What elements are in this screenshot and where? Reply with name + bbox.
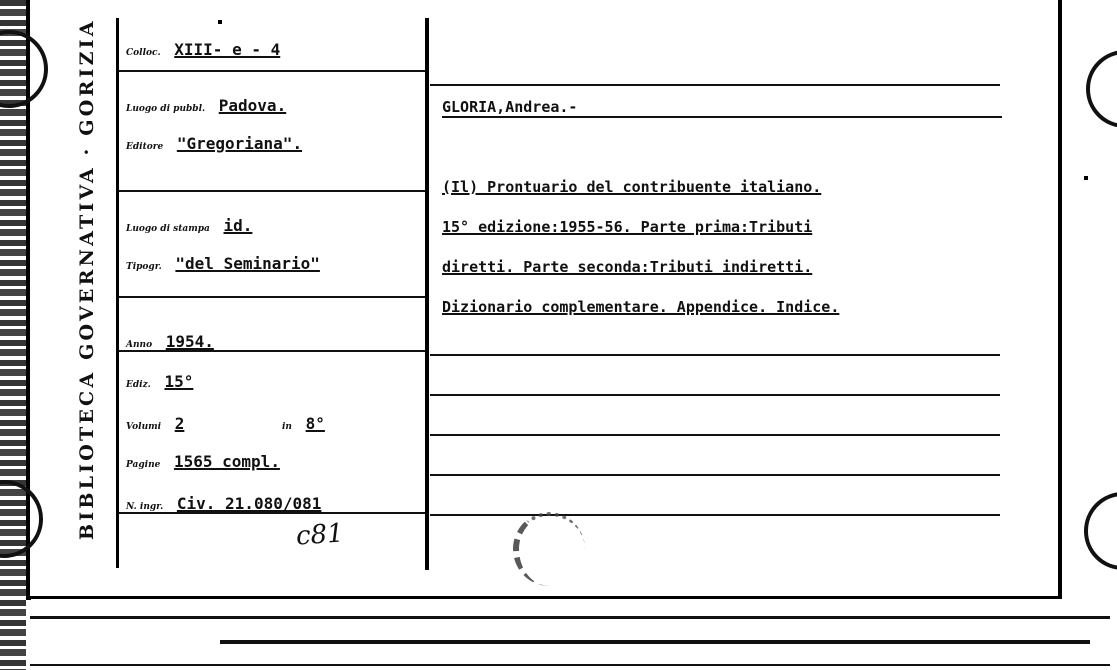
field-value: 1954.	[165, 332, 214, 351]
field-label: N. ingr.	[126, 502, 164, 512]
field-value: 15°	[164, 372, 194, 391]
field-value: 2	[174, 414, 185, 433]
rule	[430, 84, 1000, 86]
field-pagine	[126, 452, 280, 471]
punch-dot	[218, 20, 222, 24]
field-luogo-pubbl	[126, 96, 286, 115]
field-value: Civ. 21.080/081	[176, 494, 322, 513]
entry-line-4: Dizionario complementare. Appendice. Indice.	[442, 298, 840, 316]
handwritten-note: c81	[295, 518, 345, 552]
field-collocazione	[126, 40, 280, 59]
bottom-edge-line	[30, 664, 1110, 666]
rule	[430, 394, 1000, 396]
field-volumi	[126, 414, 184, 433]
library-name-vertical: BIBLIOTECA GOVERNATIVA · GORIZIA	[76, 18, 98, 540]
field-anno	[126, 332, 214, 351]
entry-line-3: diretti. Parte seconda:Tributi indiretti.	[442, 258, 813, 276]
column-divider-line	[425, 18, 429, 570]
rule	[430, 514, 1000, 516]
rule	[430, 354, 1000, 356]
field-label: in	[282, 422, 292, 432]
field-value: XIII- e - 4	[174, 40, 281, 59]
faded-stamp	[513, 512, 585, 586]
field-value: Padova.	[218, 96, 287, 115]
field-editore	[126, 134, 302, 153]
rule	[119, 70, 425, 72]
field-label: Volumi	[126, 422, 162, 432]
rule	[430, 434, 1000, 436]
punch-dot	[1084, 176, 1088, 180]
binder-ring-right-bottom	[1084, 492, 1117, 570]
field-label: Luogo di stampa	[126, 224, 210, 234]
field-label: Luogo di pubbl.	[126, 104, 206, 114]
field-value: 1565 compl.	[173, 452, 280, 471]
binder-ring-right-top	[1086, 50, 1117, 128]
field-value: 8°	[305, 414, 325, 433]
field-value: "del Seminario"	[175, 254, 320, 273]
bottom-edge-line	[220, 640, 1090, 644]
bottom-edge-line	[30, 616, 1110, 619]
field-label: Editore	[126, 142, 164, 152]
field-label: Pagine	[126, 460, 161, 470]
field-tipografia	[126, 254, 320, 273]
field-value: id.	[223, 216, 253, 235]
left-margin-line	[116, 18, 119, 568]
field-formato	[282, 414, 325, 433]
field-label: Colloc.	[126, 48, 161, 58]
field-label: Tipogr.	[126, 262, 162, 272]
rule	[430, 474, 1000, 476]
field-luogo-stampa	[126, 216, 252, 235]
field-ingresso	[126, 494, 321, 513]
field-edizione	[126, 372, 193, 391]
field-label: Anno	[126, 340, 153, 350]
rule	[119, 296, 425, 298]
field-label: Ediz.	[126, 380, 151, 390]
entry-line-1: (Il) Prontuario del contribuente italiano.	[442, 178, 822, 196]
author-heading: GLORIA,Andrea.-	[442, 98, 1002, 118]
rule	[119, 190, 425, 192]
field-value: "Gregoriana".	[176, 134, 303, 153]
entry-line-2: 15° edizione:1955-56. Parte prima:Tributi	[442, 218, 813, 236]
